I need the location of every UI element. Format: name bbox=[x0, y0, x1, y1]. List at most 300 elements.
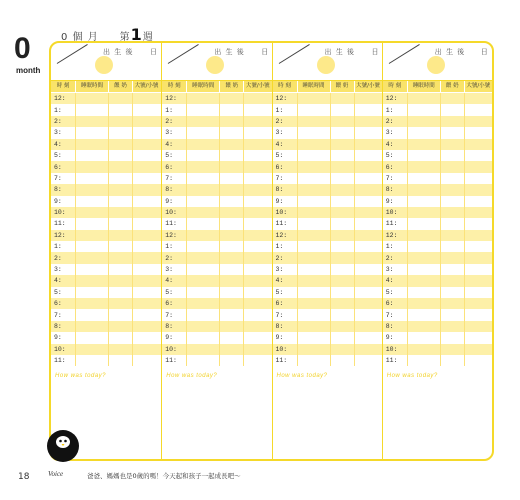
feeding-cell[interactable] bbox=[441, 139, 465, 150]
feeding-cell[interactable] bbox=[441, 116, 465, 127]
sleep-cell[interactable] bbox=[408, 161, 441, 172]
sleep-cell[interactable] bbox=[76, 355, 109, 366]
sleep-cell[interactable] bbox=[187, 150, 220, 161]
diaper-cell[interactable] bbox=[244, 116, 271, 127]
sleep-cell[interactable] bbox=[76, 332, 109, 343]
feeding-cell[interactable] bbox=[331, 207, 355, 218]
feeding-cell[interactable] bbox=[109, 321, 133, 332]
sleep-cell[interactable] bbox=[408, 355, 441, 366]
feeding-cell[interactable] bbox=[109, 252, 133, 263]
feeding-cell[interactable] bbox=[109, 230, 133, 241]
sleep-cell[interactable] bbox=[298, 173, 331, 184]
feeding-cell[interactable] bbox=[220, 309, 244, 320]
feeding-cell[interactable] bbox=[441, 298, 465, 309]
time-row bbox=[383, 309, 492, 320]
sleep-cell[interactable] bbox=[76, 150, 109, 161]
feeding-cell[interactable] bbox=[441, 275, 465, 286]
diaper-cell[interactable] bbox=[133, 184, 160, 195]
feeding-cell[interactable] bbox=[109, 150, 133, 161]
diaper-cell[interactable] bbox=[133, 321, 160, 332]
feeding-cell[interactable] bbox=[331, 173, 355, 184]
sleep-cell[interactable] bbox=[298, 332, 331, 343]
diaper-cell[interactable] bbox=[465, 218, 492, 229]
diaper-cell[interactable] bbox=[355, 332, 382, 343]
diaper-cell[interactable] bbox=[465, 264, 492, 275]
diaper-cell[interactable] bbox=[244, 252, 271, 263]
sleep-cell[interactable] bbox=[408, 116, 441, 127]
sleep-cell[interactable] bbox=[76, 344, 109, 355]
sleep-cell[interactable] bbox=[76, 241, 109, 252]
diaper-cell[interactable] bbox=[355, 173, 382, 184]
diaper-cell[interactable] bbox=[244, 275, 271, 286]
sleep-cell[interactable] bbox=[408, 298, 441, 309]
feeding-cell[interactable] bbox=[109, 264, 133, 275]
diaper-cell[interactable] bbox=[465, 287, 492, 298]
diaper-cell[interactable] bbox=[133, 275, 160, 286]
feeding-cell[interactable] bbox=[109, 298, 133, 309]
feeding-cell[interactable] bbox=[331, 287, 355, 298]
feeding-cell[interactable] bbox=[220, 321, 244, 332]
diaper-cell[interactable] bbox=[355, 344, 382, 355]
feeding-cell[interactable] bbox=[441, 344, 465, 355]
time-label: 8: bbox=[273, 184, 298, 195]
diaper-cell[interactable] bbox=[465, 230, 492, 241]
sleep-cell[interactable] bbox=[187, 287, 220, 298]
diaper-cell[interactable] bbox=[465, 309, 492, 320]
diaper-cell[interactable] bbox=[465, 344, 492, 355]
diaper-cell[interactable] bbox=[133, 218, 160, 229]
sleep-cell[interactable] bbox=[408, 287, 441, 298]
diaper-cell[interactable] bbox=[355, 241, 382, 252]
sleep-cell[interactable] bbox=[298, 321, 331, 332]
diaper-cell[interactable] bbox=[355, 139, 382, 150]
feeding-cell[interactable] bbox=[220, 93, 244, 104]
sleep-cell[interactable] bbox=[76, 173, 109, 184]
sleep-cell[interactable] bbox=[408, 344, 441, 355]
diaper-cell[interactable] bbox=[355, 93, 382, 104]
sleep-cell[interactable] bbox=[76, 184, 109, 195]
sleep-cell[interactable] bbox=[298, 344, 331, 355]
diaper-cell[interactable] bbox=[355, 264, 382, 275]
feeding-cell[interactable] bbox=[441, 241, 465, 252]
sleep-cell[interactable] bbox=[187, 184, 220, 195]
sleep-cell[interactable] bbox=[408, 184, 441, 195]
sleep-cell[interactable] bbox=[76, 309, 109, 320]
feeding-cell[interactable] bbox=[331, 218, 355, 229]
sleep-cell[interactable] bbox=[76, 127, 109, 138]
date-circle[interactable] bbox=[95, 56, 113, 74]
feeding-cell[interactable] bbox=[220, 104, 244, 115]
date-circle[interactable] bbox=[317, 56, 335, 74]
diaper-cell[interactable] bbox=[244, 264, 271, 275]
feeding-cell[interactable] bbox=[441, 321, 465, 332]
feeding-cell[interactable] bbox=[109, 173, 133, 184]
date-circle[interactable] bbox=[427, 56, 445, 74]
sleep-cell[interactable] bbox=[187, 252, 220, 263]
feeding-cell[interactable] bbox=[109, 161, 133, 172]
diaper-cell[interactable] bbox=[133, 139, 160, 150]
feeding-cell[interactable] bbox=[220, 184, 244, 195]
sleep-cell[interactable] bbox=[76, 275, 109, 286]
diaper-cell[interactable] bbox=[355, 104, 382, 115]
sleep-cell[interactable] bbox=[298, 116, 331, 127]
sleep-cell[interactable] bbox=[298, 252, 331, 263]
sleep-cell[interactable] bbox=[408, 275, 441, 286]
feeding-cell[interactable] bbox=[220, 241, 244, 252]
sleep-cell[interactable] bbox=[408, 207, 441, 218]
diaper-cell[interactable] bbox=[355, 161, 382, 172]
feeding-cell[interactable] bbox=[441, 93, 465, 104]
sleep-cell[interactable] bbox=[187, 173, 220, 184]
sleep-cell[interactable] bbox=[408, 196, 441, 207]
feeding-cell[interactable] bbox=[220, 207, 244, 218]
feeding-cell[interactable] bbox=[109, 218, 133, 229]
feeding-cell[interactable] bbox=[441, 104, 465, 115]
feeding-cell[interactable] bbox=[331, 298, 355, 309]
sleep-cell[interactable] bbox=[76, 321, 109, 332]
diaper-cell[interactable] bbox=[465, 150, 492, 161]
feeding-cell[interactable] bbox=[331, 241, 355, 252]
diaper-cell[interactable] bbox=[133, 196, 160, 207]
diaper-cell[interactable] bbox=[355, 150, 382, 161]
sleep-cell[interactable] bbox=[76, 93, 109, 104]
sleep-cell[interactable] bbox=[76, 264, 109, 275]
sleep-cell[interactable] bbox=[187, 355, 220, 366]
sleep-cell[interactable] bbox=[187, 218, 220, 229]
feeding-cell[interactable] bbox=[109, 127, 133, 138]
diaper-cell[interactable] bbox=[355, 230, 382, 241]
diaper-cell[interactable] bbox=[355, 309, 382, 320]
diaper-cell[interactable] bbox=[133, 355, 160, 366]
sleep-cell[interactable] bbox=[187, 230, 220, 241]
feeding-cell[interactable] bbox=[331, 344, 355, 355]
diaper-cell[interactable] bbox=[355, 207, 382, 218]
sleep-cell[interactable] bbox=[298, 139, 331, 150]
diaper-cell[interactable] bbox=[244, 287, 271, 298]
sleep-cell[interactable] bbox=[76, 139, 109, 150]
diaper-cell[interactable] bbox=[133, 241, 160, 252]
sleep-cell[interactable] bbox=[187, 161, 220, 172]
diaper-cell[interactable] bbox=[244, 241, 271, 252]
sleep-cell[interactable] bbox=[298, 287, 331, 298]
diaper-cell[interactable] bbox=[244, 173, 271, 184]
feeding-cell[interactable] bbox=[109, 207, 133, 218]
feeding-cell[interactable] bbox=[331, 139, 355, 150]
feeding-cell[interactable] bbox=[109, 116, 133, 127]
feeding-cell[interactable] bbox=[441, 332, 465, 343]
diaper-cell[interactable] bbox=[133, 93, 160, 104]
sleep-cell[interactable] bbox=[408, 241, 441, 252]
sleep-cell[interactable] bbox=[408, 104, 441, 115]
diaper-cell[interactable] bbox=[355, 218, 382, 229]
feeding-cell[interactable] bbox=[331, 309, 355, 320]
feeding-cell[interactable] bbox=[441, 252, 465, 263]
diaper-cell[interactable] bbox=[465, 127, 492, 138]
sleep-cell[interactable] bbox=[187, 298, 220, 309]
feeding-cell[interactable] bbox=[109, 275, 133, 286]
diaper-cell[interactable] bbox=[355, 196, 382, 207]
sleep-cell[interactable] bbox=[187, 344, 220, 355]
diaper-cell[interactable] bbox=[244, 161, 271, 172]
time-label: 7: bbox=[383, 309, 408, 320]
sleep-cell[interactable] bbox=[76, 104, 109, 115]
feeding-cell[interactable] bbox=[441, 218, 465, 229]
sleep-cell[interactable] bbox=[408, 218, 441, 229]
feeding-cell[interactable] bbox=[331, 150, 355, 161]
diaper-cell[interactable] bbox=[355, 275, 382, 286]
sleep-cell[interactable] bbox=[76, 161, 109, 172]
feeding-cell[interactable] bbox=[331, 184, 355, 195]
feeding-cell[interactable] bbox=[441, 264, 465, 275]
feeding-cell[interactable] bbox=[441, 173, 465, 184]
feeding-cell[interactable] bbox=[109, 355, 133, 366]
diaper-cell[interactable] bbox=[244, 230, 271, 241]
diaper-cell[interactable] bbox=[465, 275, 492, 286]
feeding-cell[interactable] bbox=[441, 127, 465, 138]
diaper-cell[interactable] bbox=[133, 207, 160, 218]
feeding-cell[interactable] bbox=[109, 196, 133, 207]
sleep-cell[interactable] bbox=[408, 150, 441, 161]
diaper-cell[interactable] bbox=[133, 252, 160, 263]
diaper-cell[interactable] bbox=[465, 173, 492, 184]
diaper-cell[interactable] bbox=[465, 207, 492, 218]
diaper-cell[interactable] bbox=[465, 184, 492, 195]
diaper-cell[interactable] bbox=[465, 161, 492, 172]
feeding-cell[interactable] bbox=[109, 93, 133, 104]
sleep-cell[interactable] bbox=[187, 321, 220, 332]
diaper-cell[interactable] bbox=[133, 230, 160, 241]
diaper-cell[interactable] bbox=[133, 150, 160, 161]
sleep-cell[interactable] bbox=[298, 355, 331, 366]
sleep-cell[interactable] bbox=[298, 207, 331, 218]
feeding-cell[interactable] bbox=[331, 355, 355, 366]
sleep-cell[interactable] bbox=[76, 298, 109, 309]
sleep-cell[interactable] bbox=[76, 196, 109, 207]
sleep-cell[interactable] bbox=[187, 127, 220, 138]
sleep-cell[interactable] bbox=[187, 264, 220, 275]
sleep-cell[interactable] bbox=[408, 230, 441, 241]
sleep-cell[interactable] bbox=[76, 230, 109, 241]
diaper-cell[interactable] bbox=[355, 252, 382, 263]
sleep-cell[interactable] bbox=[76, 116, 109, 127]
diaper-cell[interactable] bbox=[355, 184, 382, 195]
diaper-cell[interactable] bbox=[244, 150, 271, 161]
diaper-cell[interactable] bbox=[244, 139, 271, 150]
sleep-cell[interactable] bbox=[76, 252, 109, 263]
diaper-cell[interactable] bbox=[355, 355, 382, 366]
feeding-cell[interactable] bbox=[220, 150, 244, 161]
feeding-cell[interactable] bbox=[331, 332, 355, 343]
diaper-cell[interactable] bbox=[355, 298, 382, 309]
sleep-cell[interactable] bbox=[298, 104, 331, 115]
sleep-cell[interactable] bbox=[408, 332, 441, 343]
feeding-cell[interactable] bbox=[220, 275, 244, 286]
diaper-cell[interactable] bbox=[244, 298, 271, 309]
feeding-cell[interactable] bbox=[331, 161, 355, 172]
feeding-cell[interactable] bbox=[331, 127, 355, 138]
sleep-cell[interactable] bbox=[298, 127, 331, 138]
diaper-cell[interactable] bbox=[244, 196, 271, 207]
diaper-cell[interactable] bbox=[133, 104, 160, 115]
column-title: 睡眠時間 bbox=[298, 81, 331, 92]
sleep-cell[interactable] bbox=[298, 218, 331, 229]
sleep-cell[interactable] bbox=[408, 309, 441, 320]
sleep-cell[interactable] bbox=[408, 127, 441, 138]
diaper-cell[interactable] bbox=[355, 116, 382, 127]
diaper-cell[interactable] bbox=[244, 332, 271, 343]
feeding-cell[interactable] bbox=[220, 139, 244, 150]
feeding-cell[interactable] bbox=[109, 287, 133, 298]
feeding-cell[interactable] bbox=[441, 309, 465, 320]
feeding-cell[interactable] bbox=[220, 116, 244, 127]
feeding-cell[interactable] bbox=[331, 321, 355, 332]
feeding-cell[interactable] bbox=[220, 287, 244, 298]
feeding-cell[interactable] bbox=[109, 344, 133, 355]
feeding-cell[interactable] bbox=[331, 93, 355, 104]
sleep-cell[interactable] bbox=[298, 184, 331, 195]
sleep-cell[interactable] bbox=[76, 218, 109, 229]
sleep-cell[interactable] bbox=[408, 252, 441, 263]
diaper-cell[interactable] bbox=[133, 127, 160, 138]
feeding-cell[interactable] bbox=[331, 230, 355, 241]
diaper-cell[interactable] bbox=[465, 196, 492, 207]
sleep-cell[interactable] bbox=[76, 207, 109, 218]
diaper-cell[interactable] bbox=[465, 116, 492, 127]
sleep-cell[interactable] bbox=[187, 196, 220, 207]
feeding-cell[interactable] bbox=[220, 264, 244, 275]
sleep-cell[interactable] bbox=[187, 332, 220, 343]
time-label: 11: bbox=[383, 355, 408, 366]
diaper-cell[interactable] bbox=[133, 298, 160, 309]
sleep-cell[interactable] bbox=[298, 161, 331, 172]
diaper-cell[interactable] bbox=[465, 252, 492, 263]
feeding-cell[interactable] bbox=[220, 173, 244, 184]
diaper-cell[interactable] bbox=[244, 321, 271, 332]
sleep-cell[interactable] bbox=[298, 230, 331, 241]
sleep-cell[interactable] bbox=[187, 241, 220, 252]
diaper-cell[interactable] bbox=[133, 344, 160, 355]
diaper-cell[interactable] bbox=[133, 173, 160, 184]
feeding-cell[interactable] bbox=[331, 252, 355, 263]
feeding-cell[interactable] bbox=[220, 218, 244, 229]
sleep-cell[interactable] bbox=[187, 139, 220, 150]
date-circle[interactable] bbox=[206, 56, 224, 74]
feeding-cell[interactable] bbox=[220, 230, 244, 241]
feeding-cell[interactable] bbox=[441, 161, 465, 172]
feeding-cell[interactable] bbox=[441, 230, 465, 241]
feeding-cell[interactable] bbox=[441, 287, 465, 298]
feeding-cell[interactable] bbox=[331, 104, 355, 115]
sleep-cell[interactable] bbox=[298, 309, 331, 320]
sleep-cell[interactable] bbox=[298, 264, 331, 275]
feeding-cell[interactable] bbox=[441, 207, 465, 218]
sleep-cell[interactable] bbox=[298, 93, 331, 104]
feeding-cell[interactable] bbox=[220, 344, 244, 355]
sleep-cell[interactable] bbox=[408, 264, 441, 275]
diaper-cell[interactable] bbox=[133, 161, 160, 172]
sleep-cell[interactable] bbox=[408, 173, 441, 184]
diaper-cell[interactable] bbox=[244, 127, 271, 138]
feeding-cell[interactable] bbox=[441, 196, 465, 207]
diaper-cell[interactable] bbox=[465, 355, 492, 366]
diaper-cell[interactable] bbox=[465, 139, 492, 150]
feeding-cell[interactable] bbox=[220, 127, 244, 138]
sleep-cell[interactable] bbox=[298, 298, 331, 309]
sleep-cell[interactable] bbox=[298, 241, 331, 252]
feeding-cell[interactable] bbox=[220, 252, 244, 263]
diaper-cell[interactable] bbox=[244, 184, 271, 195]
diaper-cell[interactable] bbox=[465, 93, 492, 104]
sleep-cell[interactable] bbox=[187, 309, 220, 320]
diaper-cell[interactable] bbox=[244, 104, 271, 115]
diaper-cell[interactable] bbox=[133, 332, 160, 343]
diaper-cell[interactable] bbox=[244, 344, 271, 355]
feeding-cell[interactable] bbox=[331, 275, 355, 286]
diaper-cell[interactable] bbox=[244, 218, 271, 229]
feeding-cell[interactable] bbox=[441, 150, 465, 161]
feeding-cell[interactable] bbox=[220, 298, 244, 309]
feeding-cell[interactable] bbox=[441, 184, 465, 195]
sleep-cell[interactable] bbox=[187, 116, 220, 127]
feeding-cell[interactable] bbox=[331, 116, 355, 127]
sleep-cell[interactable] bbox=[298, 196, 331, 207]
diaper-cell[interactable] bbox=[244, 355, 271, 366]
feeding-cell[interactable] bbox=[220, 161, 244, 172]
diaper-cell[interactable] bbox=[244, 207, 271, 218]
sleep-cell[interactable] bbox=[298, 150, 331, 161]
diaper-cell[interactable] bbox=[133, 116, 160, 127]
sleep-cell[interactable] bbox=[187, 93, 220, 104]
diaper-cell[interactable] bbox=[465, 321, 492, 332]
diaper-cell[interactable] bbox=[133, 287, 160, 298]
feeding-cell[interactable] bbox=[109, 139, 133, 150]
feeding-cell[interactable] bbox=[109, 332, 133, 343]
diaper-cell[interactable] bbox=[355, 127, 382, 138]
feeding-cell[interactable] bbox=[109, 104, 133, 115]
diaper-cell[interactable] bbox=[244, 309, 271, 320]
sleep-cell[interactable] bbox=[408, 139, 441, 150]
feeding-cell[interactable] bbox=[220, 355, 244, 366]
sleep-cell[interactable] bbox=[187, 207, 220, 218]
feeding-cell[interactable] bbox=[109, 184, 133, 195]
feeding-cell[interactable] bbox=[441, 355, 465, 366]
diaper-cell[interactable] bbox=[244, 93, 271, 104]
sleep-cell[interactable] bbox=[76, 287, 109, 298]
feeding-cell[interactable] bbox=[109, 241, 133, 252]
diaper-cell[interactable] bbox=[465, 332, 492, 343]
sleep-cell[interactable] bbox=[408, 93, 441, 104]
sleep-cell[interactable] bbox=[187, 275, 220, 286]
feeding-cell[interactable] bbox=[109, 309, 133, 320]
feeding-cell[interactable] bbox=[331, 196, 355, 207]
diaper-cell[interactable] bbox=[133, 264, 160, 275]
diaper-cell[interactable] bbox=[465, 104, 492, 115]
diaper-cell[interactable] bbox=[465, 241, 492, 252]
feeding-cell[interactable] bbox=[220, 196, 244, 207]
diaper-cell[interactable] bbox=[465, 298, 492, 309]
diaper-cell[interactable] bbox=[355, 321, 382, 332]
sleep-cell[interactable] bbox=[408, 321, 441, 332]
feeding-cell[interactable] bbox=[220, 332, 244, 343]
diaper-cell[interactable] bbox=[133, 309, 160, 320]
feeding-cell[interactable] bbox=[331, 264, 355, 275]
diaper-cell[interactable] bbox=[355, 287, 382, 298]
time-label: 3: bbox=[162, 127, 187, 138]
time-label: 3: bbox=[383, 264, 408, 275]
sleep-cell[interactable] bbox=[187, 104, 220, 115]
time-row bbox=[51, 321, 161, 332]
sleep-cell[interactable] bbox=[298, 275, 331, 286]
